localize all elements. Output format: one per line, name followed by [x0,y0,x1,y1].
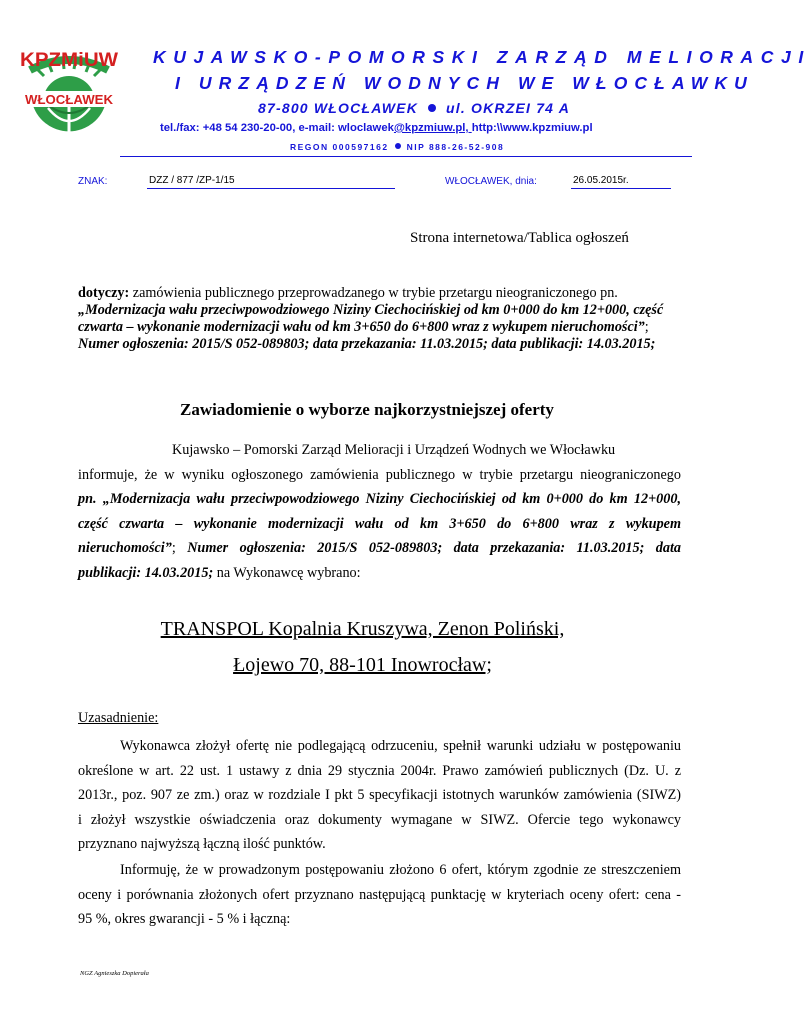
notice-line-3: pn. „Modernizacja wału przeciwpowodziowego Niziny Ciechocińskiej od km 0+000 do km 12+000, [78,491,681,507]
letterhead-line-2: I URZĄDZEŃ WODNYCH WE WŁOCŁAWKU [175,73,754,93]
notice-line-6: publikacji: 14.03.2015; na Wykonawcę wybrano: [78,564,361,581]
address-street: ul. OKRZEI 74 A [446,100,571,116]
kpzmiuw-logo [18,42,120,150]
letterhead-ids [290,142,504,152]
letterhead-address [258,100,570,116]
subject-title-part1: „Modernizacja wału przeciwpowodziowego Niziny Ciechocińskiej od km 0+000 do km 12+000, część [78,302,664,318]
regon: REGON 000597162 [290,142,389,152]
subject-line-4 [78,336,678,353]
nip: NIP 888-26-52-908 [406,142,505,152]
footer-author: NGZ Agnieszka Dopierała [80,970,149,977]
justification-paragraph-2 [78,858,681,932]
contact-pre: tel./fax: +48 54 230-20-00, e-mail: wloclawek [160,122,394,134]
logo-text-bottom: WŁOCŁAWEK [25,93,113,107]
justification-p1-line: Wykonawca złożył ofertę nie podlegającą odrzuceniu, spełnił warunki udziału w postępowaniu [120,738,681,754]
letterhead-line-1: KUJAWSKO-POMORSKI ZARZĄD MELIORACJI [153,47,811,67]
page-title: Zawiadomienie o wyborze najkorzystniejszej oferty [180,400,554,419]
recipient: Strona internetowa/Tablica ogłoszeń [410,230,629,246]
date-value: 26.05.2015r. [571,175,671,189]
subject-line-1 [78,285,678,302]
subject-title-part2: czwarta – wykonanie modernizacji wału od km 3+650 do 6+800 wraz z wykupem nieruchomości” [78,319,645,335]
bullet-icon [395,143,401,149]
justification-p2-line: oceny i porównania złożonych ofert przyznano następującą punktację w kryteriach oceny ofert: cena - [78,886,681,903]
justification-paragraph-1 [78,734,681,857]
justification-p1-line: i złożył wszystkie oświadczenia oraz dokumenty wymagane w SIWZ. Ofercie tego wykonawcy [78,811,681,828]
letterhead-contact [160,122,593,134]
justification-label: Uzasadnienie: [78,710,159,726]
notice-line-1: Kujawsko – Pomorski Zarząd Melioracji i Urządzeń Wodnych we Włocławku [172,442,616,458]
letterhead-divider [120,156,692,157]
subject-intro: zamówienia publicznego przeprowadzanego w trybie przetargu nieograniczonego pn. [129,285,618,301]
znak-label: ZNAK: [78,176,108,187]
bullet-icon [428,104,436,112]
justification-p2-line: Informuję, że w prowadzonym postępowaniu złożono 6 ofert, którym zgodnie ze streszczeniem [120,862,681,878]
znak-value: DZZ / 877 /ZP-1/15 [147,175,395,189]
winner-name: TRANSPOL Kopalnia Kruszywa, Zenon Poliński, [160,618,565,640]
justification-p1-line: określone w art. 22 ust. 1 ustawy z dnia 29 stycznia 2004r. Prawo zamówień publicznych (Dz. U. z [78,762,681,779]
subject-line-3 [78,319,678,336]
winner-address: Łojewo 70, 88-101 Inowrocław; [233,654,492,676]
logo-text-top: KPZMiUW [20,50,119,71]
contact-email-link[interactable]: @kpzmiuw.pl, [393,122,472,134]
subject-line-2 [78,302,678,319]
subject-announcement: Numer ogłoszenia: 2015/S 052-089803; data przekazania: 11.03.2015; data publikacji: 14.03.2015; [78,336,656,352]
subject-block [78,285,678,353]
notice-paragraph [78,438,681,585]
justification-p1-line: przyznano najwyższą łączną ilość punktów. [78,836,326,852]
notice-line-5: nieruchomości”; Numer ogłoszenia: 2015/S 052-089803; data przekazania: 11.03.2015; data [78,540,681,556]
contact-www-link[interactable]: http:\\www.kpzmiuw.pl [471,122,593,134]
notice-line-2: informuje, że w wyniku ogłoszonego zamówienia publicznego w trybie przetargu nieograniczonego [78,466,681,483]
justification-p1-line: 2013r., poz. 907 ze zm.) oraz w rozdziale I pkt 5 specyfikacji istotnych warunków zamówienia (SIWZ) [78,787,681,803]
subject-label: dotyczy: [78,285,130,301]
place-date-label: WŁOCŁAWEK, dnia: [445,176,537,187]
address-city: 87-800 WŁOCŁAWEK [258,100,418,116]
notice-line-4: część czwarta – wykonanie modernizacji wału od km 3+650 do 6+800 wraz z wykupem [78,515,681,532]
justification-p2-line: 95 %, okres gwarancji - 5 % i łączną: [78,911,291,927]
subject-semicolon: ; [644,319,649,335]
